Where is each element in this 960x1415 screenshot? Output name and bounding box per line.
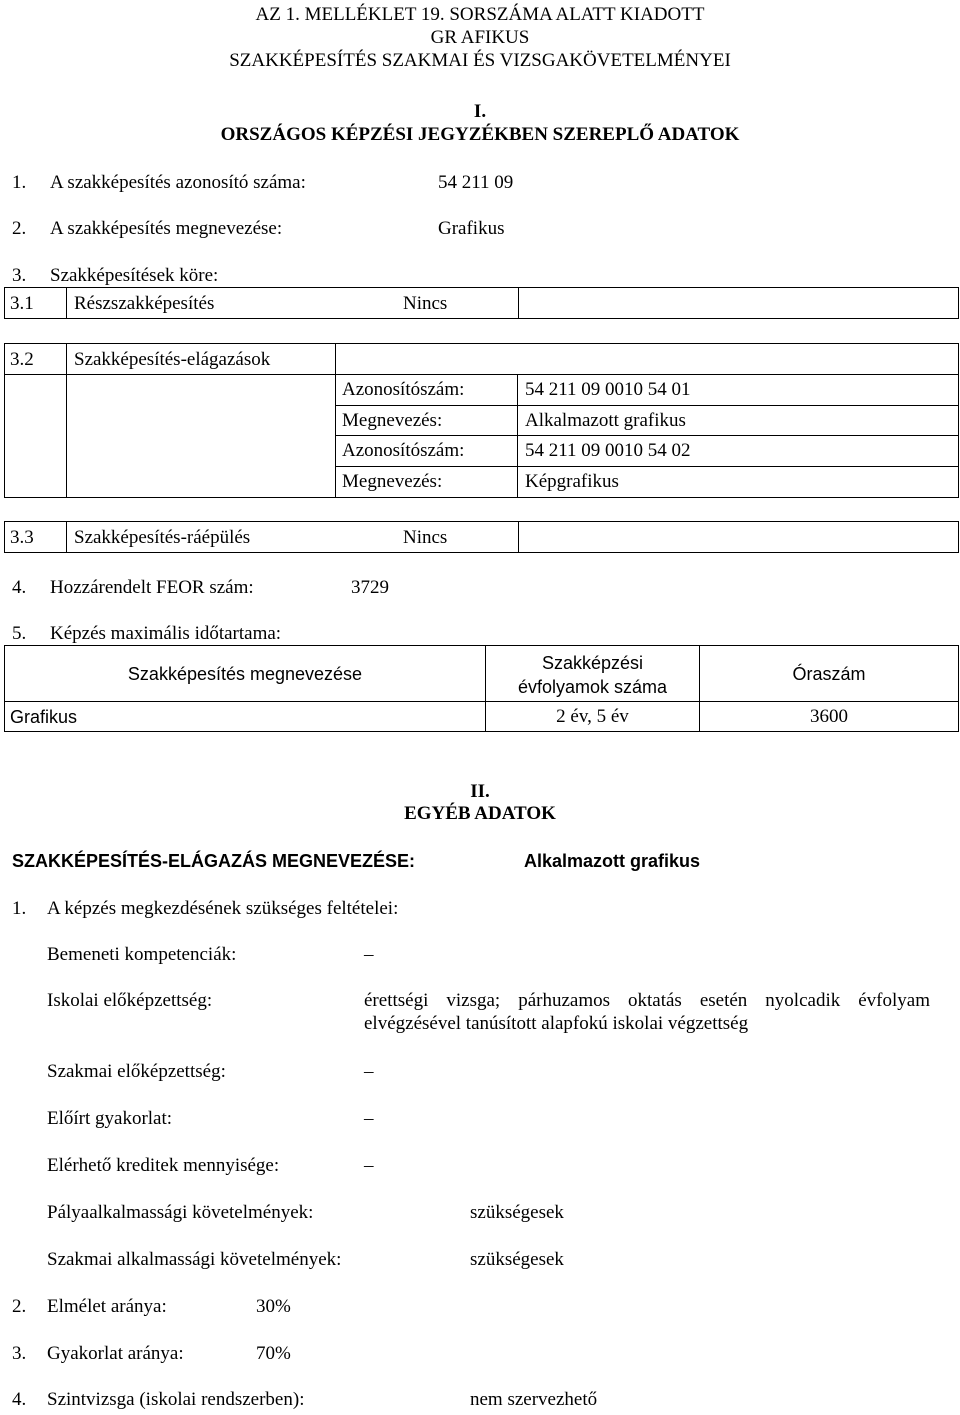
kreditek-label: Elérhető kreditek mennyisége:	[47, 1155, 280, 1176]
row-3-1-number: 3.1	[10, 293, 34, 314]
s2-item-2-label: Elmélet aránya:	[47, 1296, 167, 1317]
section-2-number: II.	[470, 781, 490, 802]
item-3-number: 3.	[12, 265, 27, 286]
item-2-label: A szakképesítés megnevezése:	[50, 218, 283, 239]
section-1-number: I.	[473, 101, 487, 122]
branch-1-id-value: 54 211 09 0010 54 01	[525, 379, 691, 400]
row-3-1-value: Nincs	[403, 293, 448, 314]
item-1-value: 54 211 09	[438, 172, 514, 193]
s2-item-4-value: nem szervezhető	[470, 1389, 598, 1410]
branch-1-name-label: Megnevezés:	[342, 410, 443, 431]
s2-item-3-number: 3.	[12, 1343, 27, 1364]
duration-header-years-line2: évfolyamok száma	[517, 677, 668, 697]
row-3-2-label: Szakképesítés-elágazások	[74, 349, 271, 370]
item-4-value: 3729	[351, 577, 389, 598]
branch-name-label: SZAKKÉPESÍTÉS-ELÁGAZÁS MEGNEVEZÉSE:	[12, 851, 416, 871]
s2-item-2-value: 30%	[256, 1296, 291, 1317]
item-5-number: 5.	[12, 623, 27, 644]
branch-2-name-value: Képgrafikus	[525, 471, 619, 492]
s2-item-3-value: 70%	[256, 1343, 291, 1364]
header-line-3: SZAKKÉPESÍTÉS SZAKMAI ÉS VIZSGAKÖVETELMÉNYEI	[229, 50, 731, 71]
kreditek-value: –	[364, 1155, 374, 1176]
duration-header-name: Szakképesítés megnevezése	[127, 664, 363, 684]
row-3-3-number: 3.3	[10, 527, 34, 548]
szakmai-label: Szakmai előképzettség:	[47, 1061, 226, 1082]
eloirt-label: Előírt gyakorlat:	[47, 1108, 173, 1129]
branch-name-value: Alkalmazott grafikus	[524, 851, 701, 871]
duration-row-years: 2 év, 5 év	[556, 706, 629, 727]
row-3-3-label: Szakképesítés-ráépülés	[74, 527, 251, 548]
row-3-1-label: Részszakképesítés	[74, 293, 215, 314]
eloirt-value: –	[364, 1108, 374, 1129]
item-2-value: Grafikus	[438, 218, 505, 239]
item-2-number: 2.	[12, 218, 27, 239]
duration-header-years-line1: Szakképzési	[541, 653, 644, 673]
bemeneti-value: –	[364, 944, 374, 965]
row-3-1-empty-cell	[518, 287, 959, 319]
duration-header-hours: Óraszám	[792, 664, 866, 684]
szakmai-alk-value: szükségesek	[470, 1249, 564, 1270]
item-1-number: 1.	[12, 172, 27, 193]
branch-1-name-value: Alkalmazott grafikus	[525, 410, 686, 431]
item-4-label: Hozzárendelt FEOR szám:	[50, 577, 254, 598]
iskolai-value-line1: érettségi vizsga; párhuzamos oktatás esetén nyolcadik évfolyam	[364, 990, 930, 1011]
section-1-title: ORSZÁGOS KÉPZÉSI JEGYZÉKBEN SZEREPLŐ ADATOK	[220, 124, 740, 145]
duration-row-hours: 3600	[810, 706, 848, 727]
section-2-title: EGYÉB ADATOK	[404, 803, 556, 824]
row-3-3-value: Nincs	[403, 527, 448, 548]
s2-item-1-number: 1.	[12, 898, 27, 919]
header-line-2: GR AFIKUS	[430, 27, 530, 48]
duration-row-name: Grafikus	[10, 707, 78, 727]
branch-2-id-value: 54 211 09 0010 54 02	[525, 440, 691, 461]
s2-item-2-number: 2.	[12, 1296, 27, 1317]
s2-item-3-label: Gyakorlat aránya:	[47, 1343, 184, 1364]
branch-2-name-label: Megnevezés:	[342, 471, 443, 492]
branch-num-cell	[4, 374, 67, 498]
s2-item-4-number: 4.	[12, 1389, 27, 1410]
row-3-3-empty-cell	[518, 521, 959, 553]
item-1-label: A szakképesítés azonosító száma:	[50, 172, 306, 193]
iskolai-label: Iskolai előképzettség:	[47, 990, 213, 1011]
row-3-2-empty-cell	[335, 343, 959, 375]
palya-label: Pályaalkalmassági követelmények:	[47, 1202, 314, 1223]
iskolai-value-line2: elvégzésével tanúsított alapfokú iskolai végzettség	[364, 1013, 749, 1034]
item-5-label: Képzés maximális időtartama:	[50, 623, 282, 644]
branch-2-id-label: Azonosítószám:	[342, 440, 465, 461]
s2-item-4-label: Szintvizsga (iskolai rendszerben):	[47, 1389, 305, 1410]
item-3-label: Szakképesítések köre:	[50, 265, 219, 286]
branch-spacer-cell	[66, 374, 336, 498]
szakmai-value: –	[364, 1061, 374, 1082]
row-3-2-number: 3.2	[10, 349, 34, 370]
bemeneti-label: Bemeneti kompetenciák:	[47, 944, 237, 965]
header-line-1: AZ 1. MELLÉKLET 19. SORSZÁMA ALATT KIADOTT	[255, 4, 705, 25]
szakmai-alk-label: Szakmai alkalmassági követelmények:	[47, 1249, 342, 1270]
palya-value: szükségesek	[470, 1202, 564, 1223]
branch-1-id-label: Azonosítószám:	[342, 379, 465, 400]
s2-item-1-label: A képzés megkezdésének szükséges feltételei:	[47, 898, 399, 919]
item-4-number: 4.	[12, 577, 27, 598]
